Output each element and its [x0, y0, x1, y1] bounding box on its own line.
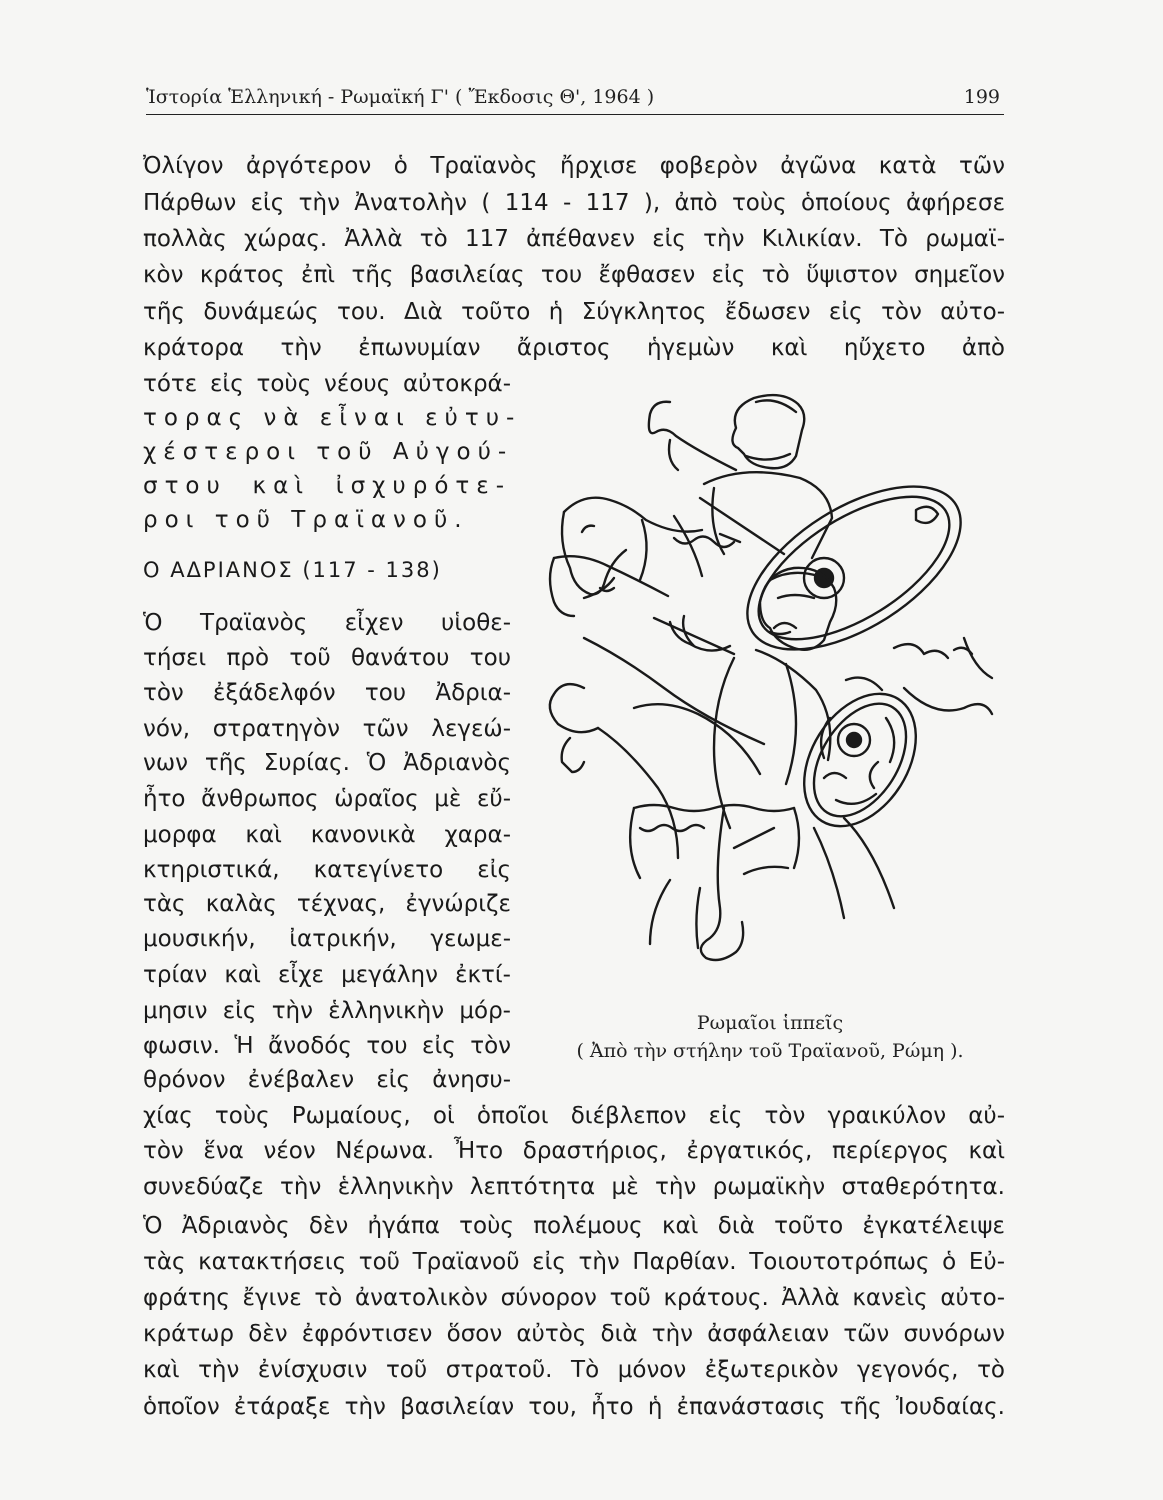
- text-line: ὁποῖον ἐτάραξε τὴν βασιλείαν του, ἦτο ἡ ἐπανάστασις τῆς Ἰουδαίας.: [143, 1394, 1005, 1420]
- text-line: πολλὰς χώρας. Ἀλλὰ τὸ 117 ἀπέθανεν εἰς τὴν Κιλικίαν. Τὸ ρωμαϊ-: [143, 226, 1005, 252]
- text-line: τὸν ἐξάδελφόν του Ἀδρια-: [143, 680, 511, 706]
- text-line: χέστεροι τοῦ Αὐγού-: [143, 439, 514, 465]
- text-line: καὶ τὴν ἐνίσχυσιν τοῦ στρατοῦ. Τὸ μόνον ἐξωτερικὸν γεγονός, τὸ: [143, 1357, 1005, 1383]
- figure-caption-source: ( Ἀπὸ τὴν στήλην τοῦ Τραϊανοῦ, Ρώμη ).: [576, 1040, 964, 1062]
- text-line: χίας τοὺς Ρωμαίους, οἱ ὁποῖοι διέβλεπον εἰς τὸν γραικύλον αὐ-: [143, 1103, 1005, 1129]
- text-line: Ὁ Τραϊανὸς εἶχεν υἱοθε-: [143, 610, 511, 636]
- text-line: Ὁ Ἀδριανὸς δὲν ἠγάπα τοὺς πολέμους καὶ διὰ τοῦτο ἐγκατέλειψε: [143, 1213, 1005, 1239]
- text-line: τὸν ἕνα νέον Νέρωνα. Ἦτο δραστήριος, ἐργατικός, περίεργος καὶ: [143, 1138, 1005, 1164]
- text-line: ἦτο ἄνθρωπος ὡραῖος μὲ εὔ-: [143, 786, 511, 812]
- text-line: φωσιν. Ἡ ἄνοδός του εἰς τὸν: [143, 1033, 511, 1059]
- text-line: κράτωρ δὲν ἐφρόντισεν ὅσον αὐτὸς διὰ τὴν ἀσφάλειαν τῶν συνόρων: [143, 1321, 1005, 1347]
- text-line: τῆς δυνάμεώς του. Διὰ τοῦτο ἡ Σύγκλητος ἔδωσεν εἰς τὸν αὐτο-: [143, 299, 1005, 325]
- text-line: τότε εἰς τοὺς νέους αὐτοκρά-: [143, 371, 511, 397]
- text-line: τορας νὰ εἶναι εὐτυ-: [143, 405, 522, 431]
- text-line: κὸν κράτος ἐπὶ τῆς βασιλείας του ἔφθασεν εἰς τὸ ὕψιστον σημεῖον: [143, 262, 1005, 288]
- text-line: φράτης ἔγινε τὸ ἀνατολικὸν σύνορον τοῦ κράτους. Ἀλλὰ κανεὶς αὐτο-: [143, 1285, 1005, 1311]
- text-line: νόν, στρατηγὸν τῶν λεγεώ-: [143, 716, 511, 742]
- horsemen-illustration: [524, 388, 994, 1000]
- text-line: τρίαν καὶ εἶχε μεγάλην ἐκτί-: [143, 962, 511, 988]
- figure-caption-title: Ρωμαῖοι ἱππεῖς: [696, 1012, 844, 1034]
- text-line: τὰς καλὰς τέχνας, ἐγνώριζε: [143, 891, 511, 917]
- text-line: συνεδύαζε τὴν ἑλληνικὴν λεπτότητα μὲ τὴν ρωμαϊκὴν σταθερότητα.: [143, 1174, 1005, 1200]
- page-number: 199: [963, 86, 1000, 108]
- text-line: στου καὶ ἰσχυρότε-: [143, 473, 511, 499]
- text-line: τὰς κατακτήσεις τοῦ Τραϊανοῦ εἰς τὴν Παρθίαν. Τοιουτοτρόπως ὁ Εὐ-: [143, 1249, 1005, 1275]
- text-line: τήσει πρὸ τοῦ θανάτου του: [143, 645, 511, 671]
- text-line: μορφα καὶ κανονικὰ χαρα-: [143, 822, 511, 848]
- text-line: μουσικήν, ἰατρικήν, γεωμε-: [143, 926, 511, 952]
- text-line: Πάρθων εἰς τὴν Ἀνατολὴν ( 114 - 117 ), ἀπὸ τοὺς ὁποίους ἀφήρεσε: [143, 190, 1005, 216]
- text-line: κράτορα τὴν ἐπωνυμίαν ἄριστος ἡγεμὼν καὶ ηὔχετο ἀπὸ: [143, 335, 1005, 361]
- book-title: Ἱστορία Ἑλληνική - Ρωμαϊκή Γ' ( Ἔκδοσις Θ', 1964 ): [146, 86, 655, 108]
- text-line: θρόνον ἐνέβαλεν εἰς ἀνησυ-: [143, 1067, 511, 1093]
- text-line: Ὀλίγον ἀργότερον ὁ Τραϊανὸς ἤρχισε φοβερὸν ἀγῶνα κατὰ τῶν: [143, 153, 1005, 179]
- text-line: μησιν εἰς τὴν ἑλληνικὴν μόρ-: [143, 998, 511, 1024]
- text-line: κτηριστικά, κατεγίνετο εἰς: [143, 857, 511, 883]
- text-line: νων τῆς Συρίας. Ὁ Ἀδριανὸς: [143, 750, 511, 776]
- section-heading: Ο ΑΔΡΙΑΝΟΣ (117 - 138): [143, 558, 442, 582]
- text-line: ροι τοῦ Τραϊανοῦ.: [143, 507, 469, 533]
- running-header: [146, 80, 1004, 115]
